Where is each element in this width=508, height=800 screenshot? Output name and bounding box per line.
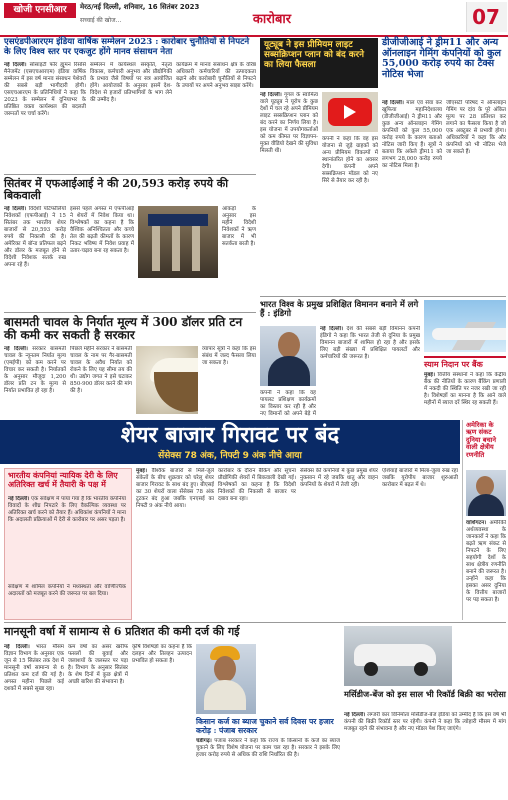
story9-text-1: वैश्विक बाजारों से मिले-जुले संकेतों के बीच शुक्रवार को घरेलू शेयर बाजार गिरावट के साथ बंद हुए। बीएसई का 30 शेयरों वाला सेंसेक्स 78 अंक टूटकर बंद हुआ जबकि एनएसई का निफ्टी 9 अंक नीचे आया।	[136, 468, 214, 509]
person-shirt	[268, 356, 310, 386]
story7-dateline: नई दिल्ली।	[320, 326, 344, 332]
stock-exchange-photo	[138, 206, 218, 278]
play-icon	[344, 105, 356, 119]
story10-col1	[466, 520, 506, 618]
story10-text-1: अमेरिकी अर्थव्यवस्था के जानकारों ने कहा कि बढ़ते ऋण संकट से निपटने के लिए सहयोगी देशों के साथ क्षेत्रीय रणनीति बनाने की जरूरत है। उन्होंने कहा कि इसका असर दुनिया के वित्तीय बाजारों पर पड़ सकता है।	[466, 520, 506, 603]
story11-headline: मानसूनी वर्षा में सामान्य से 6 प्रतिशत की कमी दर्ज की गई	[4, 625, 240, 638]
story7-text-1: देश की सबसे बड़ी विमानन कंपनी इंडिगो ने कहा कि भारत तेजी से दुनिया के प्रमुख विमानन बाजारों में शामिल हो रहा है और इसके लिए बड़ी संख्या में प्रशिक्षित पायलटों और कर्मचारियों की जरूरत है।	[320, 326, 420, 360]
newspaper-brand: खोजी एनसीआर	[4, 3, 76, 18]
story5-dateline: नई दिल्ली।	[260, 92, 282, 98]
person-head	[278, 332, 300, 358]
story3-col2: पिछले महीने सरकार ने बासमती चावल के नाम पर गैर-बासमती चावल के अवैध निर्यात को रोकने के लिए यह सीमा तय की थी। उद्योग जगत ने इसे घटाकर 850-900 डॉलर करने की मांग की है।	[70, 346, 132, 394]
story13-headline: मर्सिडीज-बेंज को इस साल भी रिकॉर्ड बिक्री का भरोसा	[344, 689, 506, 699]
mercedes-car-photo	[344, 626, 452, 686]
story4-col2: सर्वेक्षण में शामिल कंपनियों ने मध्यस्थता और वाणिज्यिक अदालतों को मजबूत करने की जरूरत पर बल दिया।	[8, 584, 126, 597]
story1-headline: एसएंडपीआरएम इंडिया वार्षिक सम्मेलन 2023 : कारोबार चुनौतियों से निपटने के लिए विश्व स्तर पर एकजुट होंगे मानव संसाधन नेता	[4, 37, 250, 57]
story6-col2: जीएसटी परिषद ने ऑनलाइन गेमिंग पर दांव के पूरे अंकित मूल्य पर 28 प्रतिशत कर लगाने का फैसला किया है जो एक अक्टूबर से प्रभावी होगा। अधिकारियों ने कहा कि और कंपनियों को भी नोटिस भेजे जा सकते हैं।	[446, 100, 506, 155]
story2-col1	[4, 206, 66, 308]
story5-col1	[260, 92, 318, 292]
youtube-logo-photo	[322, 92, 378, 132]
story10-dateline: वाशिंगटन।	[466, 520, 487, 526]
airplane-photo	[424, 300, 506, 352]
page-number: 07	[472, 5, 500, 29]
story2-dateline: नई दिल्ली।	[4, 206, 27, 212]
story11-col3: कृषि विशेषज्ञों का कहना है कि दलहन और तिलहन उत्पादन प्रभावित हो सकता है।	[132, 644, 192, 664]
story12-col1	[196, 738, 340, 796]
story10-headline: अमेरिका के ऋण संकट दुनिया बचाने वाली क्षेत्रीय रणनीति	[466, 421, 497, 459]
story12-dateline: चंडीगढ़।	[196, 738, 212, 744]
divider	[462, 420, 463, 620]
person-shirt	[204, 680, 246, 710]
pillar	[172, 226, 180, 271]
car-wheel	[414, 662, 428, 676]
person-head	[214, 656, 236, 682]
story9-col2: कारोबार के दौरान बैंकिंग और सूचना प्रौद्योगिकी शेयरों में बिकवाली देखी गई। विश्लेषकों का कहना है कि विदेशी निवेशकों की निकासी से बाजार पर दबाव बना रहा।	[218, 468, 296, 502]
story6-dateline: नई दिल्ली।	[382, 100, 404, 106]
story2-col3: आंकड़ों के अनुसार इस महीने विदेशी निवेशकों ने ऋण बाजार में भी सतर्कता बरती है।	[222, 206, 256, 247]
story11-dateline: नई दिल्ली।	[4, 644, 30, 650]
story11-col1	[4, 644, 64, 796]
story2-headline: सितंबर में एफआईआई ने की 20,593 करोड़ रुपये की बिकवाली	[4, 177, 229, 203]
pillar	[152, 226, 160, 271]
story2-col2: इससे पहले अगस्त में एफपीआई ने शेयरों में निवेश किया था। विश्लेषकों का कहना है कि वैश्विक अनिश्चितता और कच्चे तेल की बढ़ती कीमतों के कारण निकट भविष्य में निवेश प्रवाह में उतार-चढ़ाव बना रह सकता है।	[70, 206, 134, 254]
story5-headline: यूट्यूब ने इस प्रीमियम लाइट सब्सक्रिप्शन प्लान को बंद करने का लिया फैसला	[264, 40, 364, 70]
story12-text-1: पंजाब सरकार ने कहा कि राज्य के किसानों के कर्ज का ब्याज चुकाने के लिए विशेष योजना पर काम चल रहा है। सरकार ने इसके लिए हजार करोड़ रुपये से अधिक की राशि निर्धारित की है।	[196, 738, 340, 758]
story3-col1	[4, 346, 66, 416]
story4-text-1: एक सर्वेक्षण में पाया गया है कि भारतीय कंपनियां विवादों के शीघ्र निपटारे के लिए वैकल्पिक व्यवस्था पर अतिरिक्त खर्च करने को तैयार हैं। अधिकांश कंपनियों ने माना कि अदालती प्रक्रियाओं में देरी से कारोबार पर असर पड़ता है।	[8, 496, 126, 523]
divider	[4, 312, 256, 313]
divider	[4, 174, 256, 175]
economist-photo	[466, 470, 506, 516]
plane-body	[432, 328, 506, 340]
story9-col3: सेंसेक्स की कंपनियों में कुछ प्रमुख शेयर नुकसान में रहे जबकि धातु और वाहन कंपनियों के शेयरों में तेजी रही।	[300, 468, 378, 488]
story6-headline: डीजीजीआई ने ड्रीम11 और अन्य ऑनलाइन गेमिंग कंपनियों को कुल 55,000 करोड़ रुपये का टैक्स नोटिस भेजा	[382, 37, 501, 81]
story9-col1	[136, 468, 214, 618]
divider	[4, 622, 506, 623]
story9-col4: एशियाई बाजारों में मिला-जुला रुख रहा जबकि यूरोपीय बाजार शुरुआती कारोबार में बढ़त में थे।	[382, 468, 458, 488]
masthead-dateline: मेरठ/नई दिल्ली, शनिवार, 16 सितंबर 2023	[80, 3, 200, 11]
story1-col2: सम्मेलन में कार्यस्थल संस्कृति, नेतृत्व विकास, कर्मचारी अनुभव और प्रौद्योगिकी के प्रभाव जैसे विषयों पर सत्र आयोजित होंगे। आयोजकों के अनुसार इसमें देश-विदेश से हजारों प्रतिभागियों के भाग लेने की उम्मीद है।	[90, 62, 172, 103]
story2-text-1: विदेशी पोर्टफोलियो निवेशकों (एफपीआई) ने 15 सितंबर तक भारतीय शेयर बाजारों से 20,593 करोड़ रुपये की निकासी की है। अमेरिका में बॉन्ड प्रतिफल बढ़ने और डॉलर के मजबूत होने से विदेशी निवेशक सतर्क रुख अपना रहे हैं।	[4, 206, 66, 268]
story1-text-1: सोसाइटी फॉर ह्यूमन रिसोर्स मैनेजमेंट (एसएचआरएम) इंडिया वार्षिक सम्मेलन में इस वर्ष मानव संसाधन पेशेवरों की सबसे बड़ी भागीदारी होगी। एसएचआरएम के प्रतिनिधियों ने कहा कि 2023 के सम्मेलन में दुनियाभर के प्रतिष्ठित वक्ता कार्यस्थल की बदलती जरूरतों पर चर्चा करेंगे।	[4, 62, 86, 117]
story6-text-1: माल एवं सेवा कर खुफिया महानिदेशालय (डीजीजीआई) ने ड्रीम11 और कुछ अन्य ऑनलाइन गेमिंग कंपनियों को कुल 55,000 करोड़ रुपये के कारण बताओ नोटिस जारी किए हैं। सूत्रों ने बताया कि अकेले ड्रीम11 को लगभग 28,000 करोड़ रुपये का नोटिस मिला है।	[382, 100, 442, 169]
punjab-minister-photo	[196, 644, 256, 714]
story1-col3: कार्यक्रम में मानव संसाधन क्षेत्र के वरिष्ठ अधिकारी कर्मचारियों की उत्पादकता बढ़ाने और कारोबारी चुनौतियों से निपटने के उपायों पर अपने अनुभव साझा करेंगे।	[176, 62, 256, 89]
story8-col1	[424, 372, 506, 416]
story3-text-1: सरकार बासमती चावल के न्यूनतम निर्यात मूल्य (एमईपी) को कम करने पर विचार कर सकती है। निर्यातकों के अनुसार मौजूदा 1,200 डॉलर प्रति टन के मूल्य से निर्यात प्रभावित हो रहा है।	[4, 346, 66, 394]
story8-headline: स्याम निदान पर बैंक	[424, 359, 483, 369]
story13-dateline: नई दिल्ली।	[344, 712, 366, 718]
story4-dateline: नई दिल्ली।	[8, 496, 30, 502]
story8-text-1: वित्तीय संस्थानों ने कहा कि केंद्रीय बैंक की नीतियों के कारण बैंकिंग प्रणाली में नकदी की स्थिति पर नजर रखी जा रही है। विशेषज्ञों का मानना है कि आने वाले महीनों में ब्याज दरें स्थिर रह सकती हैं।	[424, 372, 506, 406]
divider	[260, 296, 506, 297]
story8-dateline: मुंबई।	[424, 372, 435, 378]
car-wheel	[364, 662, 378, 676]
story7-col1	[320, 326, 420, 416]
story13-col1	[344, 712, 506, 796]
story7-headline: भारत विश्व के प्रमुख प्रशिक्षित विमानन बनाने में लगे हैं : इंडिगो	[260, 299, 419, 319]
person-head	[476, 476, 494, 496]
story1-dateline: नई दिल्ली।	[4, 62, 27, 68]
rice-bowl	[154, 372, 198, 412]
story5-col2: कंपनी ने कहा कि वह इस योजना से जुड़े ग्राहकों को अन्य प्रीमियम विकल्पों में स्थानांतरित होने का अवसर देगी। कंपनी अपने सब्सक्रिप्शन मॉडल को नए सिरे से तैयार कर रही है।	[322, 136, 378, 184]
story5-text-1: गूगल के स्वामित्व वाले यूट्यूब ने यूरोप के कुछ देशों में चल रहे अपने प्रीमियम लाइट सब्सक्रिप्शन प्लान को बंद करने का निर्णय लिया है। इस योजना में उपयोगकर्ताओं को कम कीमत पर विज्ञापन-मुक्त वीडियो देखने की सुविधा मिलती थी।	[260, 92, 318, 154]
indigo-executive-photo	[260, 326, 316, 386]
story12-headline: किसान कर्ज का ब्याज चुकाने सर्व दिवस पर हजार करोड़ : पंजाब सरकार	[196, 717, 334, 735]
banner-title: शेयर बाजार गिरावट पर बंद	[120, 422, 340, 448]
divider	[424, 356, 506, 358]
story11-text-1: भारत मौसम विज्ञान विभाग के अनुसार एक जून से 15 सितंबर तक देश में मानसूनी वर्षा सामान्य से 6 प्रतिशत कम दर्ज की गई है। अगस्त महीना पिछले कई दशकों में सबसे सूखा रहा।	[4, 644, 64, 692]
person-shirt	[468, 494, 504, 516]
story3-dateline: नई दिल्ली।	[4, 346, 28, 352]
exchange-sign	[148, 214, 208, 226]
story4-headline: भारतीय कंपनियां न्यायिक देरी के लिए अतिरिक्त खर्च में तैयारी के पक्ष में	[8, 470, 118, 489]
banner-subtitle: सेंसेक्स 78 अंक, निफ्टी 9 अंक नीचे आया	[158, 451, 302, 461]
story1-col1	[4, 62, 86, 170]
story7-col2: कंपनी ने कहा कि वह पायलट प्रशिक्षण कार्यक्रमों का विस्तार कर रही है और नए विमानों को अपने बेड़े में	[260, 390, 316, 416]
story9-dateline: मुंबई।	[136, 468, 147, 474]
story4-col1	[8, 496, 126, 582]
masthead-tagline: सच्चाई की खोज...	[80, 17, 122, 24]
story6-col1	[382, 100, 442, 292]
section-title: कारोबार	[252, 12, 292, 27]
pillar	[192, 226, 200, 271]
basmati-rice-photo	[136, 346, 198, 414]
story13-text-1: लग्जरी कार विनिर्माता मर्सिडीज-बेंज इंडिया को उम्मीद है कि इस वर्ष भी कंपनी की बिक्री रिकॉर्ड स्तर पर रहेगी। कंपनी ने कहा कि त्योहारी मौसम में मांग मजबूत रहने की संभावना है और नए मॉडल पेश किए जाएंगे।	[344, 712, 506, 732]
story3-col3: व्यापार सूत्रों ने कहा कि इस संबंध में जल्द फैसला लिया जा सकता है।	[202, 346, 256, 366]
story3-headline: बासमती चावल के निर्यात मूल्य में 300 डॉलर प्रति टन की कमी कर सकती है सरकार	[4, 315, 243, 343]
story11-col2: कम वर्षा का असर खरीफ फसलों की बुवाई और जलाशयों के जलस्तर पर पड़ा है। विभाग के अनुसार सितंबर के शेष दिनों में कुछ क्षेत्रों में अच्छी बारिश की संभावना है।	[68, 644, 128, 685]
